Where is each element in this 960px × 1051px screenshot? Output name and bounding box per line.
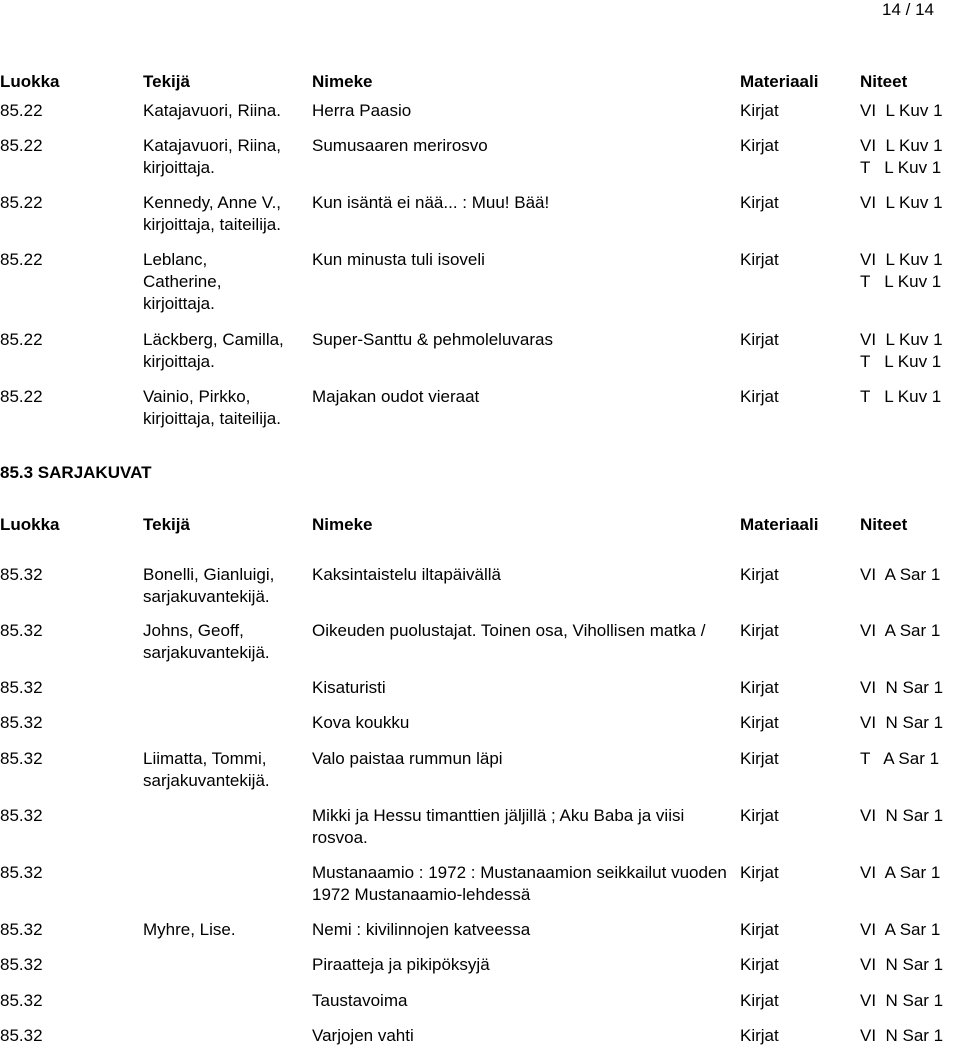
cell-luokka: 85.32 [0, 806, 43, 825]
cell-nimeke: Kun minusta tuli isoveli [312, 250, 485, 269]
cell-niteet: VI N Sar 1 [860, 678, 944, 697]
cell-niteet: VI N Sar 1 [860, 806, 944, 825]
cell-luokka: 85.32 [0, 991, 43, 1010]
cell-materiaali: Kirjat [740, 749, 779, 768]
cell-nimeke: Varjojen vahti [312, 1026, 414, 1045]
cell-niteet: VI N Sar 1 [860, 991, 944, 1010]
cell-niteet: VI N Sar 1 [860, 713, 944, 732]
cell-niteet: VI L Kuv 1 T L Kuv 1 [860, 136, 943, 177]
header-niteet: Niteet [860, 72, 908, 91]
cell-tekija: Katajavuori, Riina. [143, 101, 281, 120]
cell-luokka: 85.22 [0, 193, 43, 212]
cell-niteet: VI N Sar 1 [860, 1026, 944, 1045]
cell-luokka: 85.22 [0, 136, 43, 155]
cell-materiaali: Kirjat [740, 713, 779, 732]
cell-materiaali: Kirjat [740, 136, 779, 155]
cell-materiaali: Kirjat [740, 250, 779, 269]
cell-materiaali: Kirjat [740, 101, 779, 120]
cell-nimeke: Herra Paasio [312, 101, 412, 120]
cell-luokka: 85.32 [0, 713, 43, 732]
cell-luokka: 85.22 [0, 101, 43, 120]
cell-niteet: T A Sar 1 [860, 749, 940, 768]
cell-materiaali: Kirjat [740, 806, 779, 825]
cell-materiaali: Kirjat [740, 678, 779, 697]
cell-tekija: Johns, Geoff, sarjakuvantekijä. [143, 621, 270, 662]
header-nimeke: Nimeke [312, 72, 373, 91]
cell-nimeke: Majakan oudot vieraat [312, 387, 480, 406]
cell-nimeke: Valo paistaa rummun läpi [312, 749, 503, 768]
cell-tekija: Kennedy, Anne V., kirjoittaja, taiteilija. [143, 193, 282, 234]
cell-tekija: Bonelli, Gianluigi, sarjakuvantekijä. [143, 565, 275, 606]
cell-nimeke: Kisaturisti [312, 678, 386, 697]
cell-nimeke: Oikeuden puolustajat. Toinen osa, Vihollisen matka / [312, 621, 706, 640]
header-tekija: Tekijä [143, 72, 190, 91]
cell-nimeke: Mikki ja Hessu timanttien jäljillä ; Aku Baba ja viisi rosvoa. [312, 806, 685, 847]
cell-luokka: 85.32 [0, 749, 43, 768]
cell-niteet: VI N Sar 1 [860, 955, 944, 974]
cell-nimeke: Kova koukku [312, 713, 410, 732]
cell-nimeke: Kaksintaistelu iltapäivällä [312, 565, 501, 584]
cell-materiaali: Kirjat [740, 387, 779, 406]
cell-materiaali: Kirjat [740, 330, 779, 349]
cell-materiaali: Kirjat [740, 863, 779, 882]
cell-materiaali: Kirjat [740, 991, 779, 1010]
cell-niteet: VI A Sar 1 [860, 863, 941, 882]
cell-materiaali: Kirjat [740, 565, 779, 584]
cell-luokka: 85.32 [0, 565, 43, 584]
cell-luokka: 85.32 [0, 1026, 43, 1045]
cell-luokka: 85.32 [0, 955, 43, 974]
cell-tekija: Vainio, Pirkko, kirjoittaja, taiteilija. [143, 387, 281, 428]
cell-niteet: VI A Sar 1 [860, 621, 941, 640]
cell-niteet: VI L Kuv 1 [860, 101, 943, 120]
cell-niteet: VI L Kuv 1 T L Kuv 1 [860, 250, 943, 291]
cell-materiaali: Kirjat [740, 955, 779, 974]
cell-luokka: 85.32 [0, 678, 43, 697]
cell-niteet: VI L Kuv 1 T L Kuv 1 [860, 330, 943, 371]
header-materiaali: Materiaali [740, 72, 819, 91]
cell-tekija: Katajavuori, Riina, kirjoittaja. [143, 136, 281, 177]
cell-niteet: VI A Sar 1 [860, 565, 941, 584]
cell-luokka: 85.22 [0, 330, 43, 349]
cell-materiaali: Kirjat [740, 1026, 779, 1045]
cell-luokka: 85.22 [0, 387, 43, 406]
cell-nimeke: Sumusaaren merirosvo [312, 136, 488, 155]
cell-luokka: 85.32 [0, 621, 43, 640]
cell-niteet: VI A Sar 1 [860, 920, 941, 939]
header-niteet: Niteet [860, 515, 908, 534]
header-tekija: Tekijä [143, 515, 190, 534]
cell-nimeke: Super-Santtu & pehmoleluvaras [312, 330, 553, 349]
cell-tekija: Liimatta, Tommi, sarjakuvantekijä. [143, 749, 270, 790]
cell-nimeke: Mustanaamio : 1972 : Mustanaamion seikkailut vuoden 1972 Mustanaamio-lehdessä [312, 863, 727, 904]
cell-niteet: VI L Kuv 1 [860, 193, 943, 212]
header-nimeke: Nimeke [312, 515, 373, 534]
header-luokka: Luokka [0, 72, 60, 91]
cell-luokka: 85.22 [0, 250, 43, 269]
cell-tekija: Leblanc, Catherine, kirjoittaja. [143, 250, 222, 313]
cell-luokka: 85.32 [0, 920, 43, 939]
cell-nimeke: Kun isäntä ei nää... : Muu! Bää! [312, 193, 550, 212]
cell-materiaali: Kirjat [740, 920, 779, 939]
cell-tekija: Läckberg, Camilla, kirjoittaja. [143, 330, 284, 371]
cell-niteet: T L Kuv 1 [860, 387, 942, 406]
cell-luokka: 85.32 [0, 863, 43, 882]
page-number: 14 / 14 [882, 0, 934, 19]
section-title: 85.3 SARJAKUVAT [0, 463, 152, 482]
cell-nimeke: Piraatteja ja pikipöksyjä [312, 955, 490, 974]
cell-materiaali: Kirjat [740, 193, 779, 212]
cell-nimeke: Nemi : kivilinnojen katveessa [312, 920, 531, 939]
header-luokka: Luokka [0, 515, 60, 534]
cell-materiaali: Kirjat [740, 621, 779, 640]
header-materiaali: Materiaali [740, 515, 819, 534]
cell-tekija: Myhre, Lise. [143, 920, 236, 939]
cell-nimeke: Taustavoima [312, 991, 408, 1010]
